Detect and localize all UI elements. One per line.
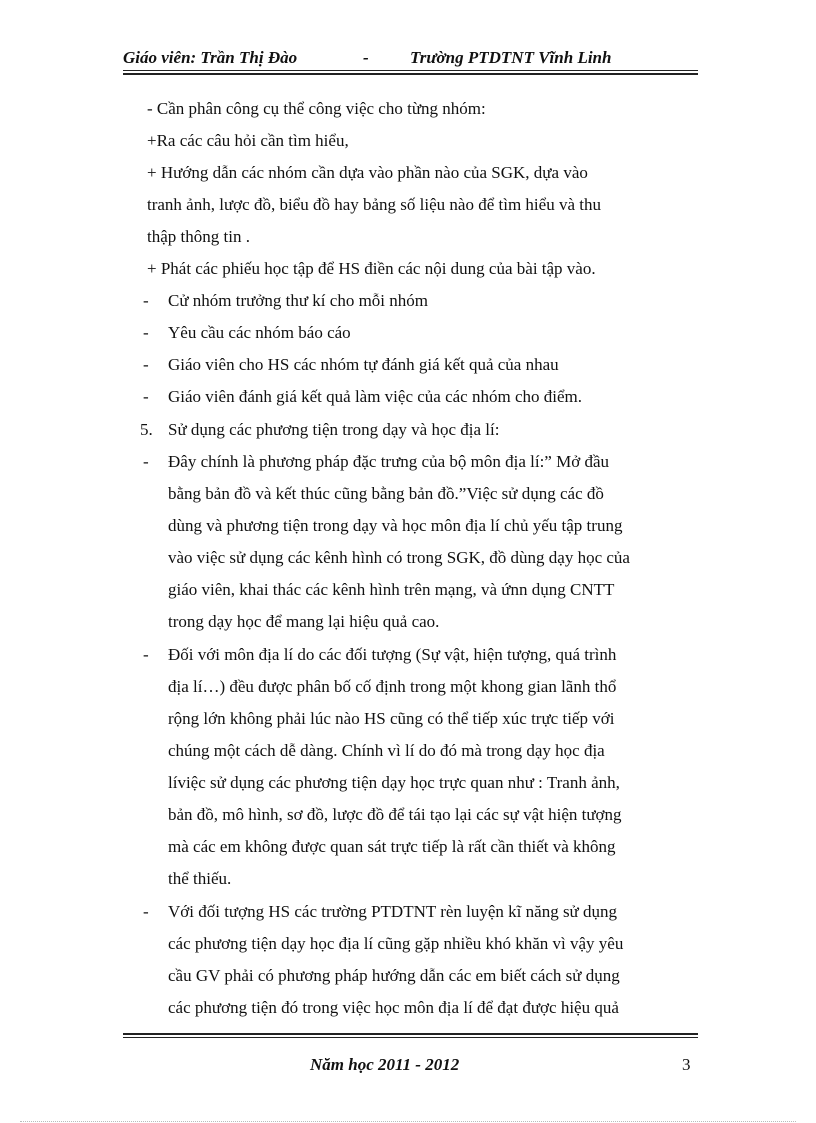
text-line: vào việc sử dụng các kênh hình có trong SGK, đồ dùng dạy học của — [168, 548, 630, 567]
section-heading: Sử dụng các phương tiện trong dạy và học địa lí: — [168, 420, 500, 439]
footer-rule-thin — [123, 1037, 698, 1038]
page-number: 3 — [682, 1055, 691, 1074]
text-line: Giáo viên cho HS các nhóm tự đánh giá kết quả của nhau — [168, 355, 559, 374]
text-line: các phương tiện dạy học địa lí cũng gặp nhiều khó khăn vì vậy yêu — [168, 934, 624, 953]
text-line: + Phát các phiếu học tập để HS điền các nội dung của bài tập vào. — [147, 259, 596, 278]
bullet-dash: - — [143, 323, 149, 342]
text-line: dùng và phương tiện trong dạy và học môn địa lí chủ yếu tập trung — [168, 516, 623, 535]
text-line: Đối với môn địa lí do các đối tượng (Sự vật, hiện tượng, quá trình — [168, 645, 617, 664]
text-line: mà các em không được quan sát trực tiếp là rất cần thiết và không — [168, 837, 616, 856]
page-edge-dotted-line — [20, 1121, 796, 1122]
text-line: thể thiếu. — [168, 869, 232, 888]
text-line: địa lí…) đều được phân bố cố định trong một khong gian lãnh thổ — [168, 677, 617, 696]
text-line: chúng một cách dễ dàng. Chính vì lí do đó mà trong dạy học địa — [168, 741, 605, 760]
text-line: bằng bản đồ và kết thúc cũng bằng bản đồ.”Việc sử dụng các đồ — [168, 484, 604, 503]
header-separator: - — [363, 48, 369, 67]
text-line: +Ra các câu hỏi cần tìm hiểu, — [147, 131, 349, 150]
text-line: trong dạy học để mang lại hiệu quả cao. — [168, 612, 440, 631]
text-line: Với đối tượng HS các trường PTDTNT rèn luyện kĩ năng sử dụng — [168, 902, 618, 921]
text-line: thập thông tin . — [147, 227, 250, 246]
bullet-dash: - — [143, 452, 149, 471]
footer-school-year: Năm học 2011 - 2012 — [310, 1055, 460, 1074]
header-teacher: Giáo viên: Trần Thị Đào — [123, 48, 298, 67]
section-number: 5. — [140, 420, 153, 439]
text-line: rộng lớn không phải lúc nào HS cũng có thể tiếp xúc trực tiếp với — [168, 709, 615, 728]
bullet-dash: - — [143, 902, 149, 921]
text-line: giáo viên, khai thác các kênh hình trên mạng, và ứnn dụng CNTT — [168, 580, 615, 599]
text-line: líviệc sử dụng các phương tiện dạy học trực quan như : Tranh ảnh, — [168, 773, 620, 792]
text-line: + Hướng dẫn các nhóm cần dựa vào phần nào của SGK, dựa vào — [147, 163, 588, 182]
text-line: cầu GV phải có phương pháp hướng dẫn các em biết cách sử dụng — [168, 966, 620, 985]
bullet-dash: - — [143, 291, 149, 310]
bullet-dash: - — [143, 645, 149, 664]
bullet-dash: - — [143, 355, 149, 374]
text-line: - Cần phân công cụ thể công việc cho từng nhóm: — [147, 99, 486, 118]
header-school: Trường PTDTNT Vĩnh Linh — [410, 48, 612, 67]
text-line: bản đồ, mô hình, sơ đồ, lược đồ để tái tạo lại các sự vật hiện tượng — [168, 805, 622, 824]
text-line: các phương tiện đó trong việc học môn địa lí để đạt được hiệu quả — [168, 998, 619, 1017]
text-line: Yêu cầu các nhóm báo cáo — [168, 323, 351, 342]
bullet-dash: - — [143, 387, 149, 406]
footer-rule-thick — [123, 1033, 698, 1035]
text-line: Đây chính là phương pháp đặc trưng của bộ môn địa lí:” Mở đầu — [168, 452, 609, 471]
text-line: tranh ảnh, lược đồ, biểu đồ hay bảng số liệu nào để tìm hiểu và thu — [147, 195, 601, 214]
text-line: Cử nhóm trưởng thư kí cho mỗi nhóm — [168, 291, 428, 310]
text-line: Giáo viên đánh giá kết quả làm việc của các nhóm cho điểm. — [168, 387, 582, 406]
